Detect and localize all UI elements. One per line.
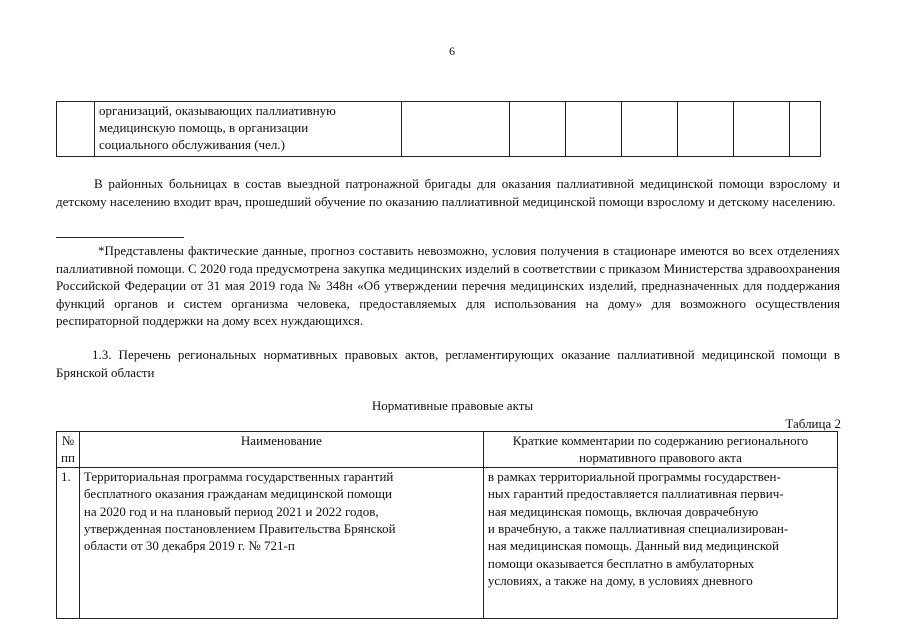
row-comment [483,467,837,618]
table-header-row [57,432,838,468]
header-comments [483,432,837,468]
section-heading-1-3: 1.3. Перечень региональных нормативных правовых актов, регламентирующих оказание паллиативной медицинской помощи в Брянской области [56,347,840,380]
table-cell [790,102,821,157]
table-cell [95,102,402,157]
table-cell [734,102,790,157]
table-row [57,102,821,157]
comment-line: помощи оказывается бесплатно в амбулаторных [487,555,755,571]
name-line: Территориальная программа государственных гарантий [83,468,394,484]
table-cell [678,102,734,157]
cell-line: социального обслуживания (чел.) [99,137,285,152]
header-num [57,432,80,468]
table-cell [566,102,622,157]
comment-line: ная медицинская помощь, включая доврачебную [487,503,759,519]
row-name [79,467,483,618]
header-comments-line1: Краткие комментарии по содержанию регионального [512,433,809,448]
cell-line: организаций, оказывающих паллиативную [99,103,336,118]
comment-line: в рамках территориальной программы государствен- [487,468,781,484]
table-number: Таблица 2 [785,416,841,431]
normative-acts-table [56,431,838,619]
name-line: бесплатного оказания гражданам медицинской помощи [83,486,392,502]
header-name: Наименование [79,432,483,468]
footnote-divider [56,237,184,238]
cell-line: медицинскую помощь, в организации [99,120,309,135]
table-cell [57,102,95,157]
header-num-line2: пп [61,450,75,466]
top-table-fragment [56,101,821,157]
comment-line: и врачебную, а также паллиативная специализирован- [487,521,789,537]
table-caption: Нормативные правовые акты [371,398,534,413]
comment-line: условиях, а также на дому, в условиях дневного [487,573,753,589]
row-num: 1. [57,467,80,618]
comment-line: ных гарантий предоставляется паллиативная первич- [487,486,784,502]
table-cell [510,102,566,157]
footnote-text: *Представлены фактические данные, прогноз составить невозможно, условия получения в стационаре имеются во всех отделениях паллиативной помощи. С 2020 года предусмотрена закупка медицинских изделий в соответствии с приказом Министерства здравоохранения Российской Федерации от 31 мая 2019 года № 348н «Об утверждении перечня медицинских изделий, предназначенных для поддержания функций органов и систем организма человека, предоставляемых для использования на дому» для возможного осуществления респираторной поддержки на дому всех нуждающихся. [56,243,840,328]
table-row [57,467,838,618]
name-line: на 2020 год и на плановый период 2021 и 2022 годов, [83,503,379,519]
table-cell [402,102,510,157]
header-num-line1: № [61,433,75,448]
page-number: 6 [449,44,455,58]
comment-line: ная медицинская помощь. Данный вид медицинской [487,538,780,554]
header-comments-line2: нормативного правового акта [578,450,742,466]
name-line: области от 30 декабря 2019 г. № 721-п [83,538,295,554]
name-line: утвержденная постановлением Правительства Брянской [83,521,396,537]
paragraph-brigade: В районных больницах в состав выездной патронажной бригады для оказания паллиативной медицинской помощи взрослому и детскому населению входит врач, прошедший обучение по оказанию паллиативной медицинской помощи взрослому и детскому населению. [56,176,840,209]
table-cell [622,102,678,157]
